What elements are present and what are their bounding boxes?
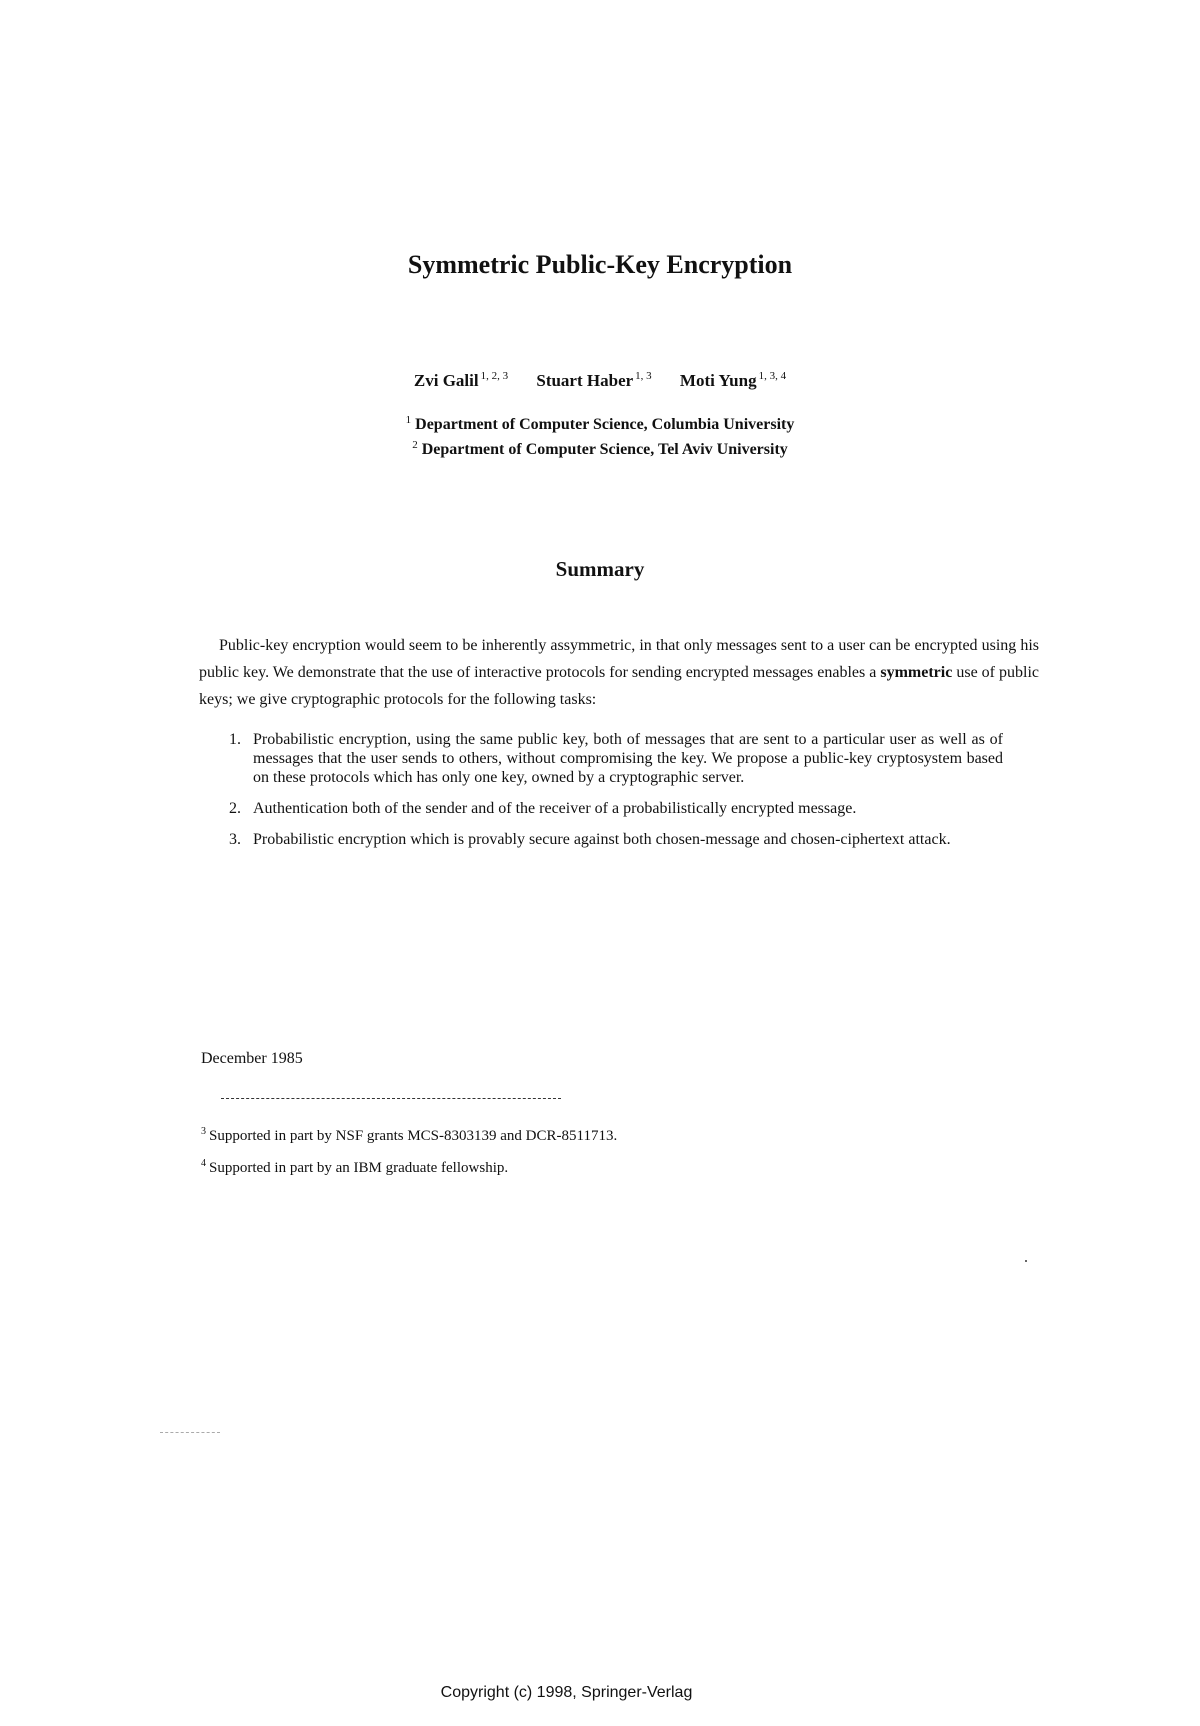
footnote-text: Supported in part by NSF grants MCS-8303139 and DCR-8511713. xyxy=(209,1128,618,1144)
abstract-text-after: use of public keys; we give cryptographic protocols for the following tasks: xyxy=(199,664,1040,708)
author-marks: 1, 2, 3 xyxy=(480,370,509,382)
list-item-text: Probabilistic encryption, using the same public key, both of messages that are sent to a particular user as well as of messages that the user sends to others, without compromising the key. We propose a public-key cryptosystem based on these protocols which has only one key, owned by a cryptographic server. xyxy=(253,731,1003,786)
footnote-list xyxy=(201,1118,617,1182)
author-name: Stuart Haber xyxy=(536,371,634,390)
copyright-notice: Copyright (c) 1998, Springer-Verlag xyxy=(440,1684,693,1701)
author-list xyxy=(0,370,1200,391)
summary-heading: Summary xyxy=(555,557,645,581)
affiliation-mark: 1 xyxy=(405,414,412,426)
abstract-text-before: Public-key encryption would seem to be inherently assymmetric, in that only messages sent to a user can be encrypted using his public key. We demonstrate that the use of interactive protocols for sending encrypted messages enables a xyxy=(199,637,1039,681)
list-item-number: 2. xyxy=(229,800,241,817)
abstract-paragraph xyxy=(199,632,1039,713)
footnote-4 xyxy=(201,1150,617,1182)
footnote-mark: 4 xyxy=(201,1158,206,1169)
affiliation-text: Department of Computer Science, Tel Aviv University xyxy=(421,441,788,458)
paper-date: December 1985 xyxy=(201,1050,303,1067)
list-item-text: Authentication both of the sender and of the receiver of a probabilistically encrypted message. xyxy=(253,800,857,817)
scan-artifact-line xyxy=(160,1432,220,1433)
list-item-text: Probabilistic encryption which is provably secure against both chosen-message and chosen-ciphertext attack. xyxy=(253,831,951,848)
footnote-text: Supported in part by an IBM graduate fellowship. xyxy=(209,1160,509,1176)
author-marks: 1, 3 xyxy=(635,370,652,382)
author-yung xyxy=(680,371,786,390)
task-list xyxy=(231,730,1003,861)
footnote-divider xyxy=(221,1098,561,1099)
abstract-emphasis: symmetric xyxy=(880,664,953,681)
affiliation-mark: 2 xyxy=(412,439,418,451)
author-name: Moti Yung xyxy=(679,371,757,390)
list-item-number: 1. xyxy=(229,731,241,748)
paper-title: Symmetric Public-Key Encryption xyxy=(407,250,793,279)
affiliation-columbia xyxy=(0,410,1200,435)
author-marks: 1, 3, 4 xyxy=(758,370,787,382)
affiliation-text: Department of Computer Science, Columbia University xyxy=(415,416,795,433)
list-item xyxy=(231,730,1003,787)
scan-artifact-dot xyxy=(1025,1260,1027,1262)
footnote-3 xyxy=(201,1118,617,1150)
author-name: Zvi Galil xyxy=(413,371,479,390)
footnote-mark: 3 xyxy=(201,1126,206,1137)
author-galil xyxy=(414,371,508,390)
affiliation-list xyxy=(0,410,1200,460)
affiliation-tel-aviv xyxy=(0,435,1200,460)
author-haber xyxy=(536,371,651,390)
list-item xyxy=(231,830,1003,849)
list-item xyxy=(231,799,1003,818)
list-item-number: 3. xyxy=(229,831,241,848)
